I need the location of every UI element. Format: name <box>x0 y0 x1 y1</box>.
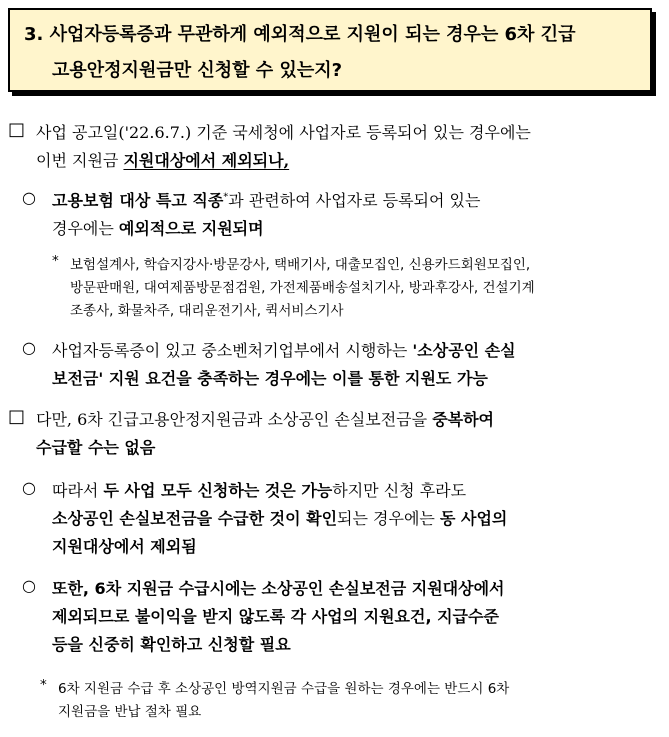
item5-line-1: 따라서 두 사업 모두 신청하는 것은 가능하지만 신청 후라도 <box>52 481 467 500</box>
item4-line-1: 다만, 6차 긴급고용안정지원금과 소상공인 손실보전금을 중복하여 <box>36 410 495 429</box>
note1-mark: * <box>52 253 59 269</box>
note1-line-1: 보험설계사, 학습지강사·방문강사, 택배기사, 대출모집인, 신용카드회원모집인, <box>70 257 531 273</box>
item2-line-1: 고용보험 대상 특고 직종*과 관련하여 사업자로 등록되어 있는 <box>52 191 481 210</box>
item1-line-2: 이번 지원금 지원대상에서 제외되나, <box>36 151 290 170</box>
item5-line-3: 지원대상에서 제외됨 <box>52 537 197 556</box>
question-line-2: 고용안정지원금만 신청할 수 있는지? <box>52 60 343 81</box>
square-bullet: □ <box>8 119 26 140</box>
circle-bullet: ○ <box>22 188 36 207</box>
item1-line-1: 사업 공고일('22.6.7.) 기준 국세청에 사업자로 등록되어 있는 경우에는 <box>36 123 531 142</box>
note2-line-1: 6차 지원금 수급 후 소상공인 방역지원금 수급을 원하는 경우에는 반드시 6차 <box>58 681 510 697</box>
item3-line-1: 사업자등록증이 있고 중소벤처기업부에서 시행하는 '소상공인 손실 <box>52 341 516 360</box>
note2-mark: * <box>40 677 47 693</box>
item6-line-2: 제외되므로 불이익을 받지 않도록 각 사업의 지원요건, 지급수준 <box>52 607 499 626</box>
item2-line-2: 경우에는 예외적으로 지원되며 <box>52 219 264 238</box>
note1-line-3: 조종사, 화물차주, 대리운전기사, 퀵서비스기사 <box>70 303 344 319</box>
square-bullet: □ <box>8 406 26 427</box>
circle-bullet: ○ <box>22 338 36 357</box>
item4-line-2: 수급할 수는 없음 <box>36 438 156 457</box>
item6-line-3: 등을 신중히 확인하고 신청할 필요 <box>52 635 291 654</box>
question-box <box>8 8 652 92</box>
item6-line-1: 또한, 6차 지원금 수급시에는 소상공인 손실보전금 지원대상에서 <box>52 579 505 598</box>
circle-bullet: ○ <box>22 478 36 497</box>
circle-bullet: ○ <box>22 576 36 595</box>
item3-line-2: 보전금' 지원 요건을 충족하는 경우에는 이를 통한 지원도 가능 <box>52 369 488 388</box>
question-line-1: 3. 사업자등록증과 무관하게 예외적으로 지원이 되는 경우는 6차 긴급 <box>24 24 576 45</box>
note1-line-2: 방문판매원, 대여제품방문점검원, 가전제품배송설치기사, 방과후강사, 건설기계 <box>70 280 535 296</box>
note2-line-2: 지원금을 반납 절차 필요 <box>58 704 202 720</box>
item5-line-2: 소상공인 손실보전금을 수급한 것이 확인되는 경우에는 동 사업의 <box>52 509 508 528</box>
